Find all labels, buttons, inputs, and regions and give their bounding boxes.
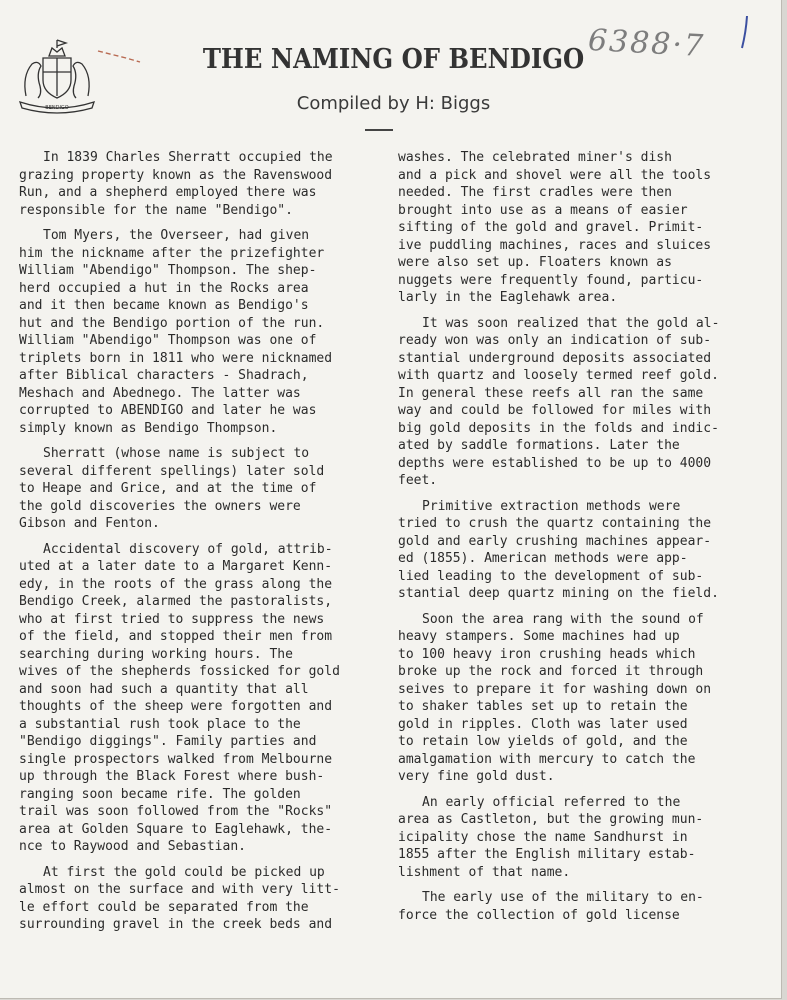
- paragraph: An early official referred to the area as Castleton, but the growing mun- icipality chose the name Sandhurst in 1855 after the English military estab- lishment of that name.: [398, 794, 704, 880]
- paragraph: Accidental discovery of gold, attrib- uted at a later date to a Margaret Kenn- edy, in the roots of the grass along the Bendigo Creek, alarmed the pastoralists, who at first tried to suppress the news of the field, and stopped their men from searching during working hours. The wives of the shepherds fossicked for gold and soon had such a quantity that all thoughts of the sheep were forgotten and a substantial rush took place to the "Bendigo diggings". Family parties and single prospectors walked from Melbourne up through the Black Forest where bush- ranging soon became rife. The golden trail was soon followed from the "Rocks" area at Golden Square to Eaglehawk, the- nce to Raywood and Sebastian.: [19, 541, 340, 854]
- paragraph: Tom Myers, the Overseer, had given him the nickname after the prizefighter William "Abendigo" Thompson. The shep- herd occupied a hut in the Rocks area and it then became known as Bendigo's hut and the Bendigo portion of the run. William "Abendigo" Thompson was one of triplets born in 1811 who were nicknamed after Biblical characters - Shadrach, Meshach and Abednego. The latter was corrupted to ABENDIGO and later he was simply known as Bendigo Thompson.: [19, 228, 333, 436]
- archive-number: 6388·7: [587, 22, 706, 65]
- paragraph: In 1839 Charles Sherratt occupied the grazing property known as the Ravenswood Run, and a shepherd employed there was responsible for the name "Bendigo".: [19, 150, 333, 218]
- paragraph-continued: washes. The celebrated miner's dish and a pick and shovel were all the tools needed. The first cradles were then brought into use as a means of easier sifting of the gold and gravel. Primit- ive puddling machines, races and sluices were also set up. Floaters known as nuggets were frequently found, particu- larly in the Eaglehawk area.: [398, 150, 712, 305]
- right-column: [398, 149, 763, 932]
- paragraph: Primitive extraction methods were tried to crush the quartz containing the gold and early crushing machines appear- ed (1855). American methods were app- lied leading to the development of sub- stantial deep quartz mining on the field.: [398, 498, 719, 601]
- title-divider: [365, 129, 393, 131]
- paragraph: The early use of the military to en- force the collection of gold license: [398, 890, 704, 923]
- document-subtitle: Compiled by H: Biggs: [296, 93, 491, 114]
- crest-motto: BENDIGO: [45, 105, 69, 111]
- paragraph: It was soon realized that the gold al- ready won was only an indication of sub- stantial underground deposits associated with quartz and loosely termed reef gold. In general these reefs all ran the same way and could be followed for miles with big gold deposits in the folds and indic- ated by saddle formations. Later the depths were established to be up to 4000 feet.: [398, 315, 720, 488]
- paragraph: Sherratt (whose name is subject to several different spellings) later sold to Heape and Grice, and at the time of the gold discoveries the owners were Gibson and Fenton.: [19, 446, 325, 531]
- paragraph: At first the gold could be picked up almost on the surface and with very litt- le effort could be separated from the surrounding gravel in the creek beds and: [19, 864, 340, 932]
- document-title: THE NAMING OF BENDIGO: [202, 44, 585, 75]
- left-column: [19, 149, 381, 942]
- paragraph: Soon the area rang with the sound of heavy stampers. Some machines had up to 100 heavy iron crushing heads which broke up the rock and forced it through seives to prepare it for washing down on to shaker tables set up to retain the gold in ripples. Cloth was later used to retain low yields of gold, and the amalgamation with mercury to catch the very fine gold dust.: [398, 611, 712, 784]
